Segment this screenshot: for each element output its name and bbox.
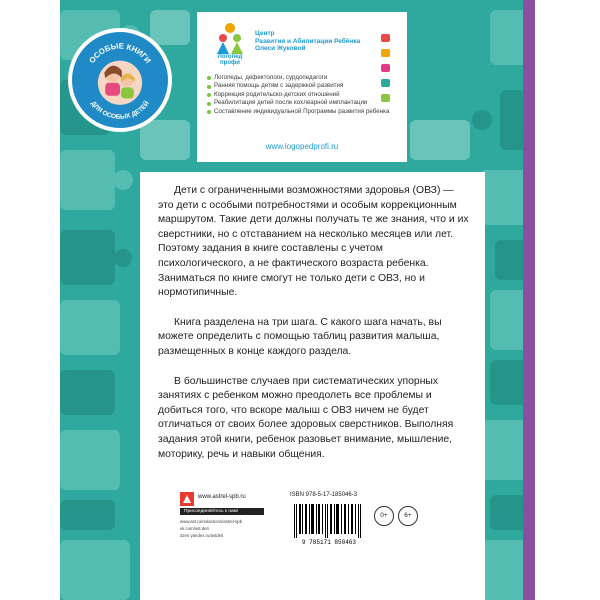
special-books-badge [68,28,172,132]
badge-bottom-text: ДЛЯ ОСОБЫХ ДЕТЕЙ [89,100,151,121]
service-item: Логопеды, дефектологи, сурдопедагоги [207,74,402,82]
barcode [290,502,368,546]
barcode-digits: 9 785171 850463 [301,539,357,546]
social-link[interactable]: vk.com/ast.deti [180,526,209,531]
service-item: Составление индивидуальной Программы развития ребенка [207,108,402,116]
paragraph-results: В большинстве случаев при систематических упорных занятиях с ребенком можно преодолеть все проблемы и добиться того, что вскоре малыш с ОВЗ ничем не будет отличаться от своих более здоровых сверстников. Выполняя задания этой книги, ребенок разовьет внимание, мышление, моторику, речь и навыки общения. [158,375,454,460]
paragraph-steps: Книга разделена на три шага. С какого шага начать, вы можете определить с помощью таблиц развития малыша, размещенных в конце каждого раздела. [158,316,442,357]
heart-icon [381,49,390,57]
services-list [207,74,402,116]
social-link[interactable]: dzen.yandex.ru/astdeti [180,533,224,538]
center-title-line1: Центр [255,30,275,37]
isbn-text: ISBN 978-5-17-185046-3 [290,492,358,498]
service-item: Ранняя помощь детям с задержкой развития [207,82,402,90]
family-illustration [98,61,142,105]
logo-name: Логопед профи [217,54,243,66]
heart-icon [381,64,390,72]
service-item: Коррекция родительско-детских отношений [207,91,402,99]
age-rating-6: 6+ [398,506,418,526]
publisher-site[interactable]: www.astrel-spb.ru [198,494,246,500]
paragraph-ovz: Дети с ограниченными возможностями здоровья (ОВЗ) — это дети с особыми потребностями и особым коррекционным маршрутом. Такие дети должны получать те же знания, что и их сверстники, но с отставанием на несколько месяцев или лет. Поэтому задания в книге составлены с учетом психологического, а не фактического возраста ребенка. Заниматься по книге смогут не только дети с ОВЗ, но и нормотипичные. [158,185,469,299]
join-us-label: Присоединяйтесь к нам! [180,508,264,515]
center-title-line2: Развития и Абилитации Ребёнка [255,37,361,45]
center-title-line3: Олеси Жуковой [255,45,306,52]
service-item: Реабилитация детей после кохлеарной имплантации [207,99,402,107]
description-text [158,184,470,462]
publisher-footer [180,492,440,562]
description-panel [140,172,485,600]
social-link[interactable]: www.ast.ru/redactions/astrel-spb [180,519,243,524]
astrel-logo-icon [180,492,194,506]
heart-icon [381,34,390,42]
center-title [255,30,387,53]
badge-top-text: ОСОБЫЕ КНИГИ [87,41,153,65]
logoped-profi-panel [197,12,407,162]
age-rating-0: 0+ [374,506,394,526]
website-link[interactable]: www.logopedprofi.ru [265,142,339,151]
spine-stripe [523,0,535,600]
